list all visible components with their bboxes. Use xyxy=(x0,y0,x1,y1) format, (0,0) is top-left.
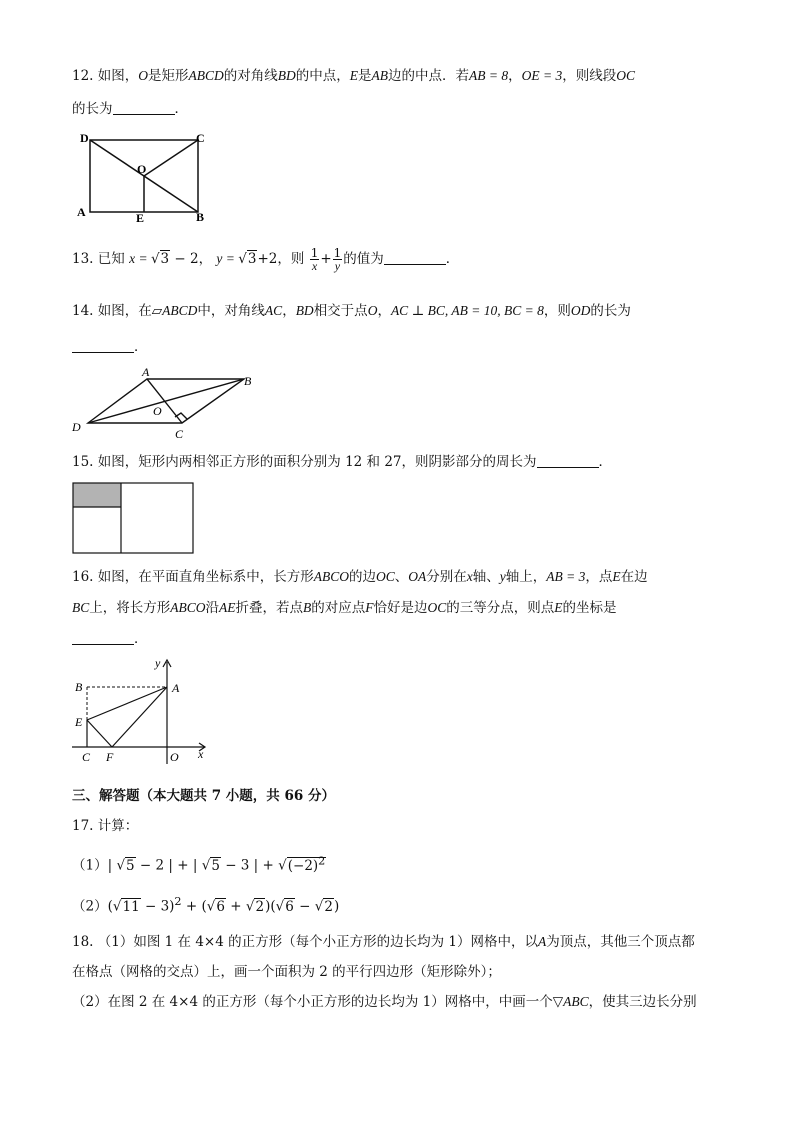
answer-blank xyxy=(384,250,446,265)
answer-blank xyxy=(72,630,134,645)
q12-label-B: B xyxy=(196,210,205,224)
answer-blank xyxy=(72,338,134,353)
q15-squares-figure xyxy=(72,482,196,556)
parallelogram-symbol: ▱ xyxy=(151,303,163,319)
q18-line1: 18. （1）如图 1 在 4×4 的正方形（每个小正方形的边长均为 1）网格中，以A为顶点，其他三个顶点都 xyxy=(72,934,695,950)
q16-label-E: E xyxy=(75,715,83,729)
q15-line: 15. 如图，矩形内两相邻正方形的面积分别为 12 和 27，则阴影部分的周长为 ． xyxy=(72,454,613,470)
q16-line3: ． xyxy=(72,629,148,649)
q16-line1: 16. 如图，在平面直角坐标系中，长方形ABCO的边OC、OA分别在x轴、y轴上，AB = 3，点E在边 xyxy=(72,569,648,585)
q18-line2: 在格点（网格的交点）上，画一个面积为 2 的平行四边形（矩形除外）； xyxy=(72,964,501,980)
q12-rectangle-figure xyxy=(72,128,212,224)
q16-label-B: B xyxy=(75,680,83,694)
q14-parallelogram-figure xyxy=(72,363,272,443)
q16-label-C: C xyxy=(82,750,91,764)
q12-label-A: A xyxy=(77,205,86,219)
q16-label-A: A xyxy=(172,681,180,695)
q14-line1: 14. 如图，在▱ABCD中，对角线AC，BD相交于点O，AC ⊥ BC, AB = 10, BC = 8，则OD的长为 xyxy=(72,303,631,319)
q17-part2: $(2)(√11 - 3)^2 + (√6 + √2)(√6 - √2)$ xyxy=(72,895,340,915)
section-title: 三、解答题（本大题共 7 小题，共 66 分） xyxy=(72,788,335,804)
q14-label-B: B xyxy=(244,374,252,388)
q14-label-D: D xyxy=(72,420,81,434)
q16-line2: BC上，将长方形ABCO沿AE折叠，若点B的对应点F恰好是边OC的三等分点，则点E的坐标是 xyxy=(72,600,617,616)
q17-part1: （1）| √5 − 2 | + | √5 − 3 | + $√(-2)^2$ xyxy=(72,854,326,874)
q14-label-A: A xyxy=(142,365,150,379)
q12-label-C: C xyxy=(196,131,205,145)
q16-label-x: x xyxy=(198,747,204,761)
q13-line: 13. 已知 x = √3 − 2， y = √3+2，则 $\frac{1}{x}$ + $\frac{1}{y}$ 的值为 ． xyxy=(72,246,460,273)
q14-label-C: C xyxy=(175,427,184,441)
fraction-1-over-x: $\frac{1}{x}$ xyxy=(310,246,319,273)
q12-label-D: D xyxy=(80,131,89,145)
q16-label-F: F xyxy=(106,750,114,764)
fraction-1-over-y: $\frac{1}{y}$ xyxy=(333,246,342,273)
answer-blank xyxy=(113,100,175,115)
q12-line2: 的长为 ． xyxy=(72,101,188,117)
q16-coordinate-figure xyxy=(72,656,222,768)
q12-label-O: O xyxy=(137,162,147,176)
q14-line2: ． xyxy=(72,337,148,357)
q16-label-y: y xyxy=(155,656,161,670)
shaded-region xyxy=(73,483,121,507)
q14-label-O: O xyxy=(153,404,162,418)
q12-line1: 12. 如图，O是矩形ABCD的对角线BD的中点，E是AB边的中点．若AB = 8，OE = 3，则线段OC xyxy=(72,68,636,84)
answer-blank xyxy=(537,453,599,468)
q18-line3: （2）在图 2 在 4×4 的正方形（每个小正方形的边长均为 1）网格中，中画一个▽ABC，使其三边长分别 xyxy=(72,994,697,1010)
q12-label-E: E xyxy=(136,211,145,225)
q16-label-O: O xyxy=(170,750,179,764)
q17-title: 17. 计算： xyxy=(72,818,139,834)
